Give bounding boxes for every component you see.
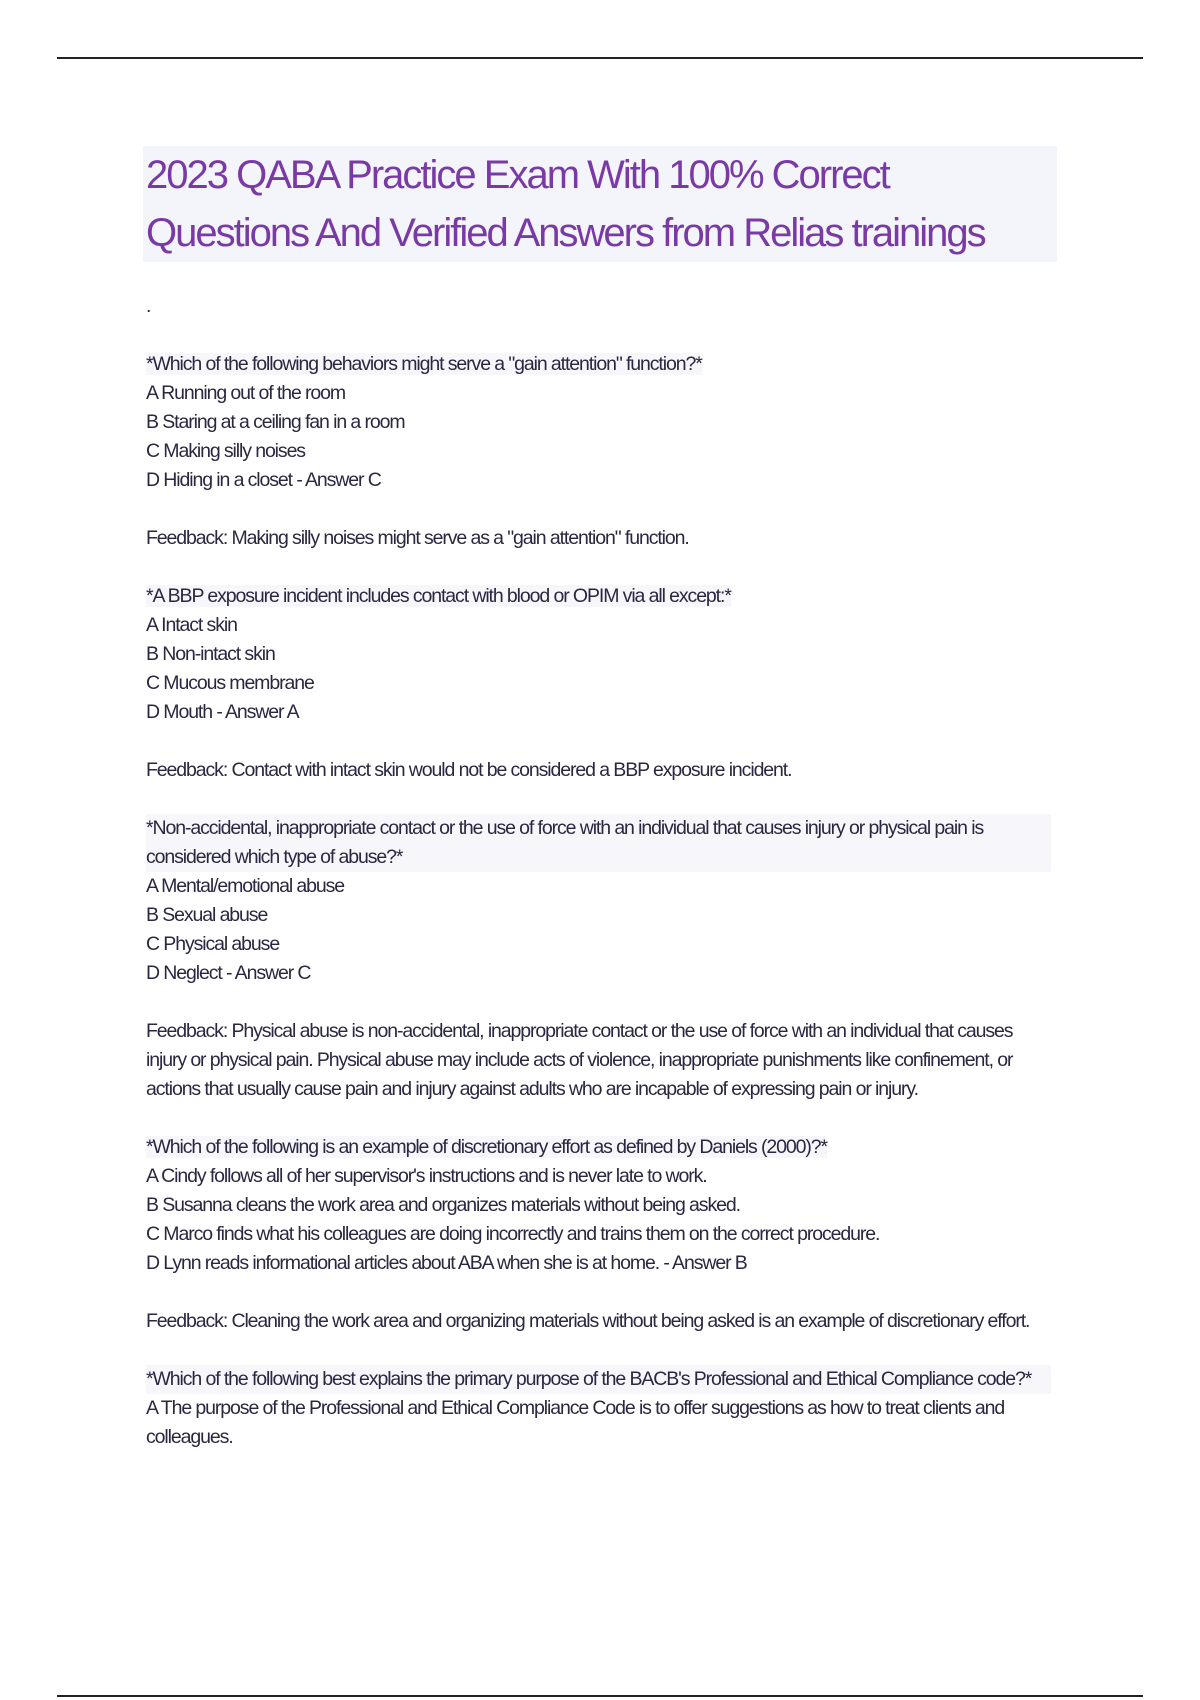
- top-rule: [57, 57, 1143, 59]
- question-2-option: A Intact skin: [146, 614, 237, 636]
- spacer: [146, 1336, 1051, 1365]
- spacer: [146, 727, 1051, 756]
- question-4-feedback: Feedback: Cleaning the work area and organizing materials without being asked is an example of discretionary effort.: [146, 1310, 1030, 1332]
- question-3-option: C Physical abuse: [146, 933, 280, 955]
- question-4-option: D Lynn reads informational articles about ABA when she is at home. - Answer B: [146, 1252, 747, 1274]
- spacer: [146, 785, 1051, 814]
- question-5-text: *Which of the following best explains the primary purpose of the BACB's Professional and Ethical Compliance code?*: [146, 1365, 1051, 1394]
- spacer: [146, 988, 1051, 1017]
- question-4: [146, 1133, 1051, 1162]
- question-1-option: A Running out of the room: [146, 382, 346, 404]
- document-title: 2023 QABA Practice Exam With 100% Correct Questions And Verified Answers from Relias trainings: [146, 153, 985, 255]
- document-body: [146, 292, 1051, 1452]
- spacer: [146, 553, 1051, 582]
- question-2-text: *A BBP exposure incident includes contact with blood or OPIM via all except:*: [146, 585, 731, 607]
- question-2-option: B Non-intact skin: [146, 643, 275, 665]
- question-1-option: B Staring at a ceiling fan in a room: [146, 411, 405, 433]
- question-2-option: C Mucous membrane: [146, 672, 314, 694]
- question-1: [146, 350, 1051, 379]
- spacer: [146, 1278, 1051, 1307]
- question-3-option: A Mental/emotional abuse: [146, 875, 344, 897]
- question-1-option: D Hiding in a closet - Answer C: [146, 469, 381, 491]
- question-4-option: A Cindy follows all of her supervisor's instructions and is never late to work.: [146, 1165, 707, 1187]
- question-4-option: B Susanna cleans the work area and organizes materials without being asked.: [146, 1194, 740, 1216]
- question-4-text: *Which of the following is an example of discretionary effort as defined by Daniels (2000)?*: [146, 1136, 828, 1158]
- bottom-rule: [57, 1695, 1143, 1697]
- question-1-option: C Making silly noises: [146, 440, 305, 462]
- stray-dot: .: [146, 295, 151, 317]
- question-3-text: *Non-accidental, inappropriate contact or the use of force with an individual that causes injury or physical pain is considered which type of abuse?*: [146, 814, 1051, 872]
- question-2: [146, 582, 1051, 611]
- question-5-option: A The purpose of the Professional and Ethical Compliance Code is to offer suggestions as how to treat clients and colleagues.: [146, 1397, 1005, 1448]
- question-3-option: D Neglect - Answer C: [146, 962, 311, 984]
- question-4-option: C Marco finds what his colleagues are doing incorrectly and trains them on the correct procedure.: [146, 1223, 880, 1245]
- spacer: [146, 1104, 1051, 1133]
- question-3-option: B Sexual abuse: [146, 904, 268, 926]
- question-2-option: D Mouth - Answer A: [146, 701, 299, 723]
- spacer: [146, 495, 1051, 524]
- question-1-feedback: Feedback: Making silly noises might serve as a "gain attention" function.: [146, 527, 689, 549]
- question-1-text: *Which of the following behaviors might serve a "gain attention" function?*: [146, 353, 702, 375]
- question-2-feedback: Feedback: Contact with intact skin would not be considered a BBP exposure incident.: [146, 759, 792, 781]
- question-3-feedback: Feedback: Physical abuse is non-accidental, inappropriate contact or the use of force with an individual that causes injury or physical pain. Physical abuse may include acts of violence, inappropriate punishments like confinement, or actions that usually cause pain and injury against adults who are incapable of expressing pain or injury.: [146, 1020, 1013, 1100]
